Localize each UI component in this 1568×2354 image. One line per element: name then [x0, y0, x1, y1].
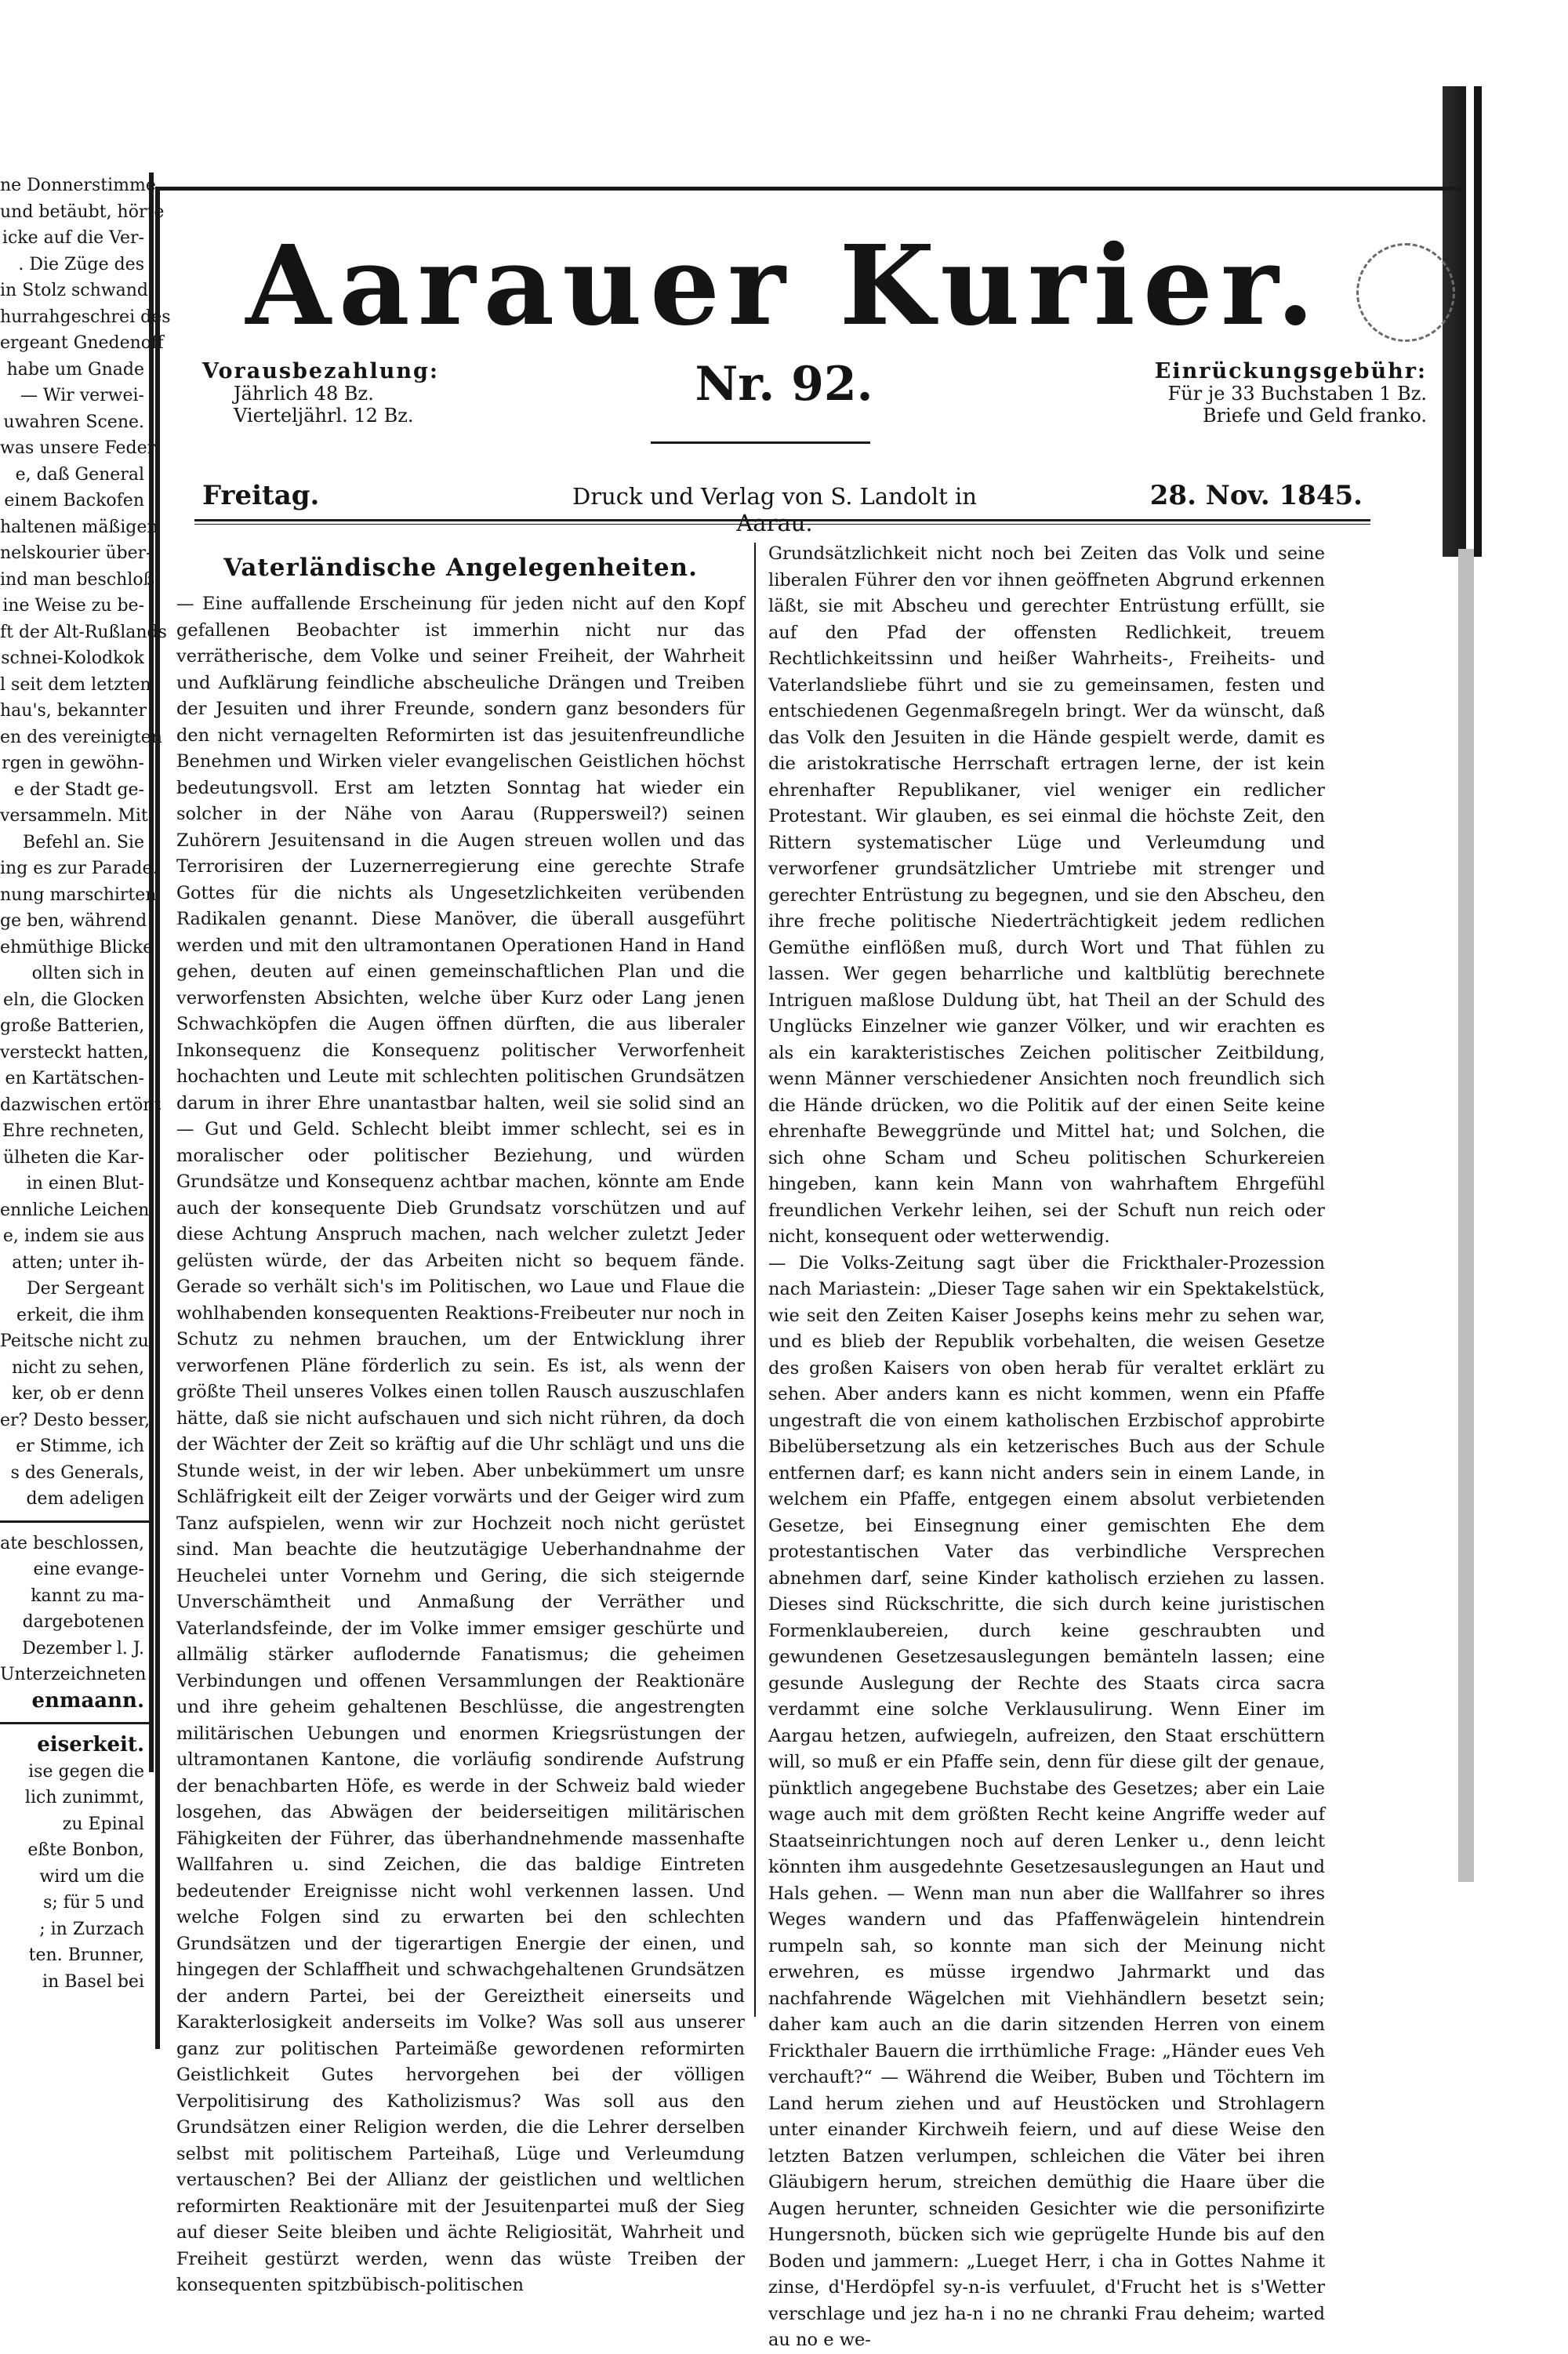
printer-imprint: Druck und Verlag von S. Landolt in Aarau.	[572, 483, 977, 536]
previous-page-line: rgen in gewöhn-	[2, 754, 144, 773]
previous-page-line: zu Epinal	[62, 1814, 144, 1834]
previous-page-line: e, daß General	[15, 464, 144, 485]
previous-page-line: ge ben, während	[0, 911, 147, 931]
subscription-box	[202, 361, 437, 427]
previous-page-line: icke auf die Ver-	[2, 228, 144, 248]
previous-page-line: ennliche Leichen	[0, 1200, 150, 1220]
previous-page-line: Unterzeichneten	[0, 1665, 147, 1684]
previous-page-line: nung marschirten	[0, 885, 157, 905]
previous-page-line: in Stolz schwand,	[0, 281, 154, 300]
previous-page-lines-after-heading	[0, 1759, 149, 1996]
previous-page-line: e, indem sie aus	[2, 1226, 144, 1246]
previous-page-line: habe um Gnade	[6, 359, 144, 380]
subscription-heading: Vorausbezahlung:	[202, 359, 439, 383]
previous-page-line: ind man beschloß,	[0, 569, 161, 590]
previous-page-line: dem adeligen	[26, 1489, 144, 1509]
section-title: Vaterländische Angelegenheiten.	[223, 554, 698, 582]
previous-page-line: s; für 5 und	[43, 1893, 144, 1913]
ad-fee-line: Für je 33 Buchstaben 1 Bz.	[1167, 383, 1427, 405]
dateline-rule	[194, 519, 1370, 525]
issue-number: Nr. 92.	[695, 357, 873, 412]
issue-rule	[651, 441, 870, 444]
previous-page-line: hau's, bekannter	[0, 701, 147, 721]
previous-page-line: lich zunimmt,	[24, 1788, 144, 1807]
ad-fee-box	[1082, 361, 1427, 427]
previous-page-lines	[0, 173, 171, 1513]
previous-page-line: einem Backofen	[4, 491, 144, 510]
column-divider	[754, 543, 756, 2017]
previous-page-line: schnei-Kolodkok	[1, 648, 144, 668]
previous-page-line: atten; unter ih-	[12, 1252, 144, 1273]
scan-margin-top	[0, 0, 1568, 86]
previous-page-line: Ehre rechneten,	[2, 1121, 144, 1141]
previous-page-line: nelskourier über-	[0, 543, 152, 563]
previous-page-line: was unsere Feder	[0, 438, 156, 458]
previous-page-line: . Die Züge des	[18, 254, 144, 274]
previous-page-lines-after-rule	[0, 1531, 149, 1688]
previous-page-line: s des Generals,	[10, 1462, 144, 1483]
previous-page-line: dazwischen ertönt	[0, 1095, 162, 1115]
previous-page-line: kannt zu ma-	[31, 1586, 144, 1606]
previous-page-line: l seit dem letzten	[0, 674, 151, 695]
previous-page-signature: enmaann.	[31, 1688, 144, 1713]
previous-page-line: er Stimme, ich	[16, 1437, 144, 1456]
previous-page-line: eln, die Glocken	[2, 990, 144, 1010]
article-column-right	[768, 541, 1325, 2350]
previous-page-line: ine Weise zu be-	[2, 596, 144, 616]
previous-page-line: ise gegen die	[28, 1761, 144, 1782]
ad-fee-line: Briefe und Geld franko.	[1203, 405, 1427, 427]
previous-page-line: er? Desto besser,	[0, 1410, 151, 1430]
article-paragraph: — Eine auffallende Erscheinung für jeden nicht auf den Kopf gefallenen Beobachter ist immerhin nicht nur das verrätherische, dem Volke und seiner Freiheit, der Wahrheit und Aufklärung feindliche abscheuliche Drängen und Treiben der Jesuiten und ihrer Freunde, sondern ganz besonders für den nicht vernagelten Reformirten ist das jesuitenfreundliche Benehmen und Wirken vieler evangelischen Geistlichen höchst bedeutungsvoll. Erst am letzten Sonntag hat wieder ein solcher in der Nähe von Aarau (Ruppersweil?) seinen Zuhörern Jesuitensand in die Augen streuen wollen und das Terrorisiren der Luzernerregierung eine gerechte Strafe Gottes für die nichts als Ungesetzlichkeiten verübenden Radikalen genannt. Diese Manöver, die überall ausgeführt werden und mit den ultramontanen Operationen Hand in Hand gehen, deuten auf einen gemeinschaftlichen Plan und die verworfensten Absichten, welche über Kurz oder Lang jenen Schwachköpfen die Augen öffnen dürften, die aus liberaler Inkonsequenz die Konsequenz politischer Verworfenheit hochachten und Leute mit schlechten politischen Grundsätzen darum in ihrer Ehre unantastbar halten, weil sie solid sind an — Gut und Geld. Schlecht bleibt immer schlecht, sei es in moralischer oder politischer Beziehung, und würden Grundsätze und Konsequenz achtbar machen, könnte am Ende auch der konsequente Dieb Grundsatz vorschützen und auf diese Achtung Anspruch machen, nach welcher zuletzt Jeder gelüsten würde, der das Arbeiten nicht so bequem fände. Gerade so verhält sich's im Politischen, wo Laue und Flaue die wohlhabenden konsequenten Reaktions-Freibeuter nur noch in Schutz zu nehmen brauchen, um der Entwicklung ihrer verworfenen Pläne förderlich zu sein. Es ist, als wenn der größte Theil unseres Volkes einen tollen Rausch auszuschlafen hätte, daß sie nicht aufschauen und sich nicht rühren, da doch der Wächter der Zeit so kräftig auf die Uhr schlägt und uns die Stunde weist, in der wir leben. Aber unbekümmert um unsre Schläfrigkeit eilt der Zeiger vorwärts und der Geiger wird zum Tanz aufspielen, wenn wir zur Hochzeit noch nicht gerüstet sind. Man beachte die heutzutägige Ueberhandnahme der Heuchelei unter Vornehm und Gering, die sich steigernde Unverschämtheit und Anmaßung der Verräther und Vaterlandsfeinde, der im Volke immer emsiger geschürte und allmälig stärker auflodernde Fanatismus; die geheimen Verbindungen und offenen Versammlungen der Reaktionäre und ihre geheim gehaltenen Beschlüsse, die angestrengten militärischen Uebungen und enormen Kriegsrüstungen der ultramontanen Kantone, die vorläufig sondirende Aufstrung der benachbarten Höfe, es werde in der Schweiz bald wieder losgehen, das Abwägen der beiderseitigen militärischen Fähigkeiten der Führer, das überhandnehmende massenhafte Wallfahren u. sind Zeichen, die das baldige Eintreten bedeutender Ereignisse nicht wohl verkennen lassen. Und welche Folgen sind zu erwarten bei den schlechten Grundsätzen und der tigerartigen Energie der einen, und hingegen der Schlaffheit und schwachgehaltenen Grundsätzen der andern Partei, bei der Gereiztheit einerseits und Karakterlosigkeit anderseits im Volke? Was soll aus unserer ganz zur politischen Parteimäße gewordenen reformirten Geistlichkeit Gutes hervorgehen bei der völligen Verpolitisirung des Katholizismus? Was soll aus den Grundsätzen einer Religion werden, die die Lehrer derselben selbst mit politischem Parteihaß, Lüge und Verleumdung vertauschen? Bei der Allianz der geistlichen und weltlichen reformirten Reaktionäre mit der Jesuitenpartei muß der Sieg auf dieser Seite bleiben und ächte Religiosität, Wahrheit und Freiheit gestürzt werden, wenn das wüste Treiben der konsequenten spitzbübisch-politischen	[176, 594, 745, 2295]
previous-page-line: ergeant Gnedenoff	[0, 333, 164, 353]
previous-page-rule	[0, 1520, 149, 1523]
ad-fee-heading: Einrückungsgebühr:	[1154, 359, 1427, 383]
previous-page-line: e der Stadt ge-	[13, 779, 144, 800]
previous-page-line: versammeln. Mit	[0, 806, 148, 826]
previous-page-line: Der Sergeant	[26, 1279, 144, 1299]
previous-page-line: ate beschlossen,	[0, 1533, 144, 1553]
subscription-line: Vierteljährl. 12 Bz.	[234, 405, 414, 427]
previous-page-line: uwahren Scene.	[3, 412, 144, 432]
previous-page-line: haltenen mäßigen	[0, 517, 158, 537]
previous-page-line: eine evange-	[33, 1560, 144, 1579]
previous-page-line: eßte Bonbon,	[27, 1840, 144, 1860]
previous-page-line: in Basel bei	[42, 1971, 144, 1992]
previous-page-line: hurrahgeschrei des	[0, 307, 171, 327]
previous-page-fragment	[0, 173, 171, 1992]
previous-page-line: in einen Blut-	[26, 1174, 144, 1193]
previous-page-line: en Kartätschen-	[5, 1069, 144, 1088]
issue-date: 28. Nov. 1845.	[1149, 480, 1363, 511]
previous-page-line: Befehl an. Sie	[23, 832, 144, 852]
previous-page-line: ollten sich in	[31, 964, 144, 983]
previous-page-line: Peitsche nicht zu	[0, 1331, 149, 1351]
previous-page-line: nicht zu sehen,	[12, 1357, 144, 1378]
previous-page-heading: eiserkeit.	[37, 1733, 144, 1756]
weekday: Freitag.	[202, 480, 320, 511]
article-paragraph: — Die Volks-Zeitung sagt über die Frickthaler-Prozession nach Mariastein: „Dieser Tage sahen wir ein Spektakelstück, wie seit den Zeiten Kaiser Josephs keins mehr zu sehen war, und es blieb der Republik vorbehalten, die weisen Gesetze des großen Kaisers von oben herab für veraltet erklärt zu sehen. Aber anders kann es nicht kommen, wenn ein Pfaffe ungestraft die von einem katholischen Erzbischof approbirte Bibelübersetzung als ein ketzerisches Buch aus der Schule entfernen darf; es kann nicht anders sein in einem Lande, in welchem ein Pfaffe, entgegen einem absolut verbietenden Gesetze, bei Einsegnung einer gemischten Ehe dem protestantischen Vater das verbindliche Versprechen abnehmen darf, seine Kinder katholisch erziehen zu lassen. Dieses sind Rückschritte, die sich durch keine juristischen Formenklaubereien, durch keine geschraubten und gewundenen Gesetzesauslegungen bemänteln lassen; eine gesunde Auslegung der Rechte des Staats circa sacra verdammt eine solche Verklausulirung. Wenn Einer im Aargau hetzen, aufwiegeln, aufreizen, den Staat erschüttern will, so muß er ein Pfaffe sein, denn für diese gilt der genaue, pünktlich angegebene Buchstabe des Gesetzes; aber ein Laie wage auch mit dem größten Recht keine Angriffe weder auf Staatseinrichtungen noch auf deren Lenker u., denn leicht könnten ihm ausgedehnte Gesetzesauslegungen an Haut und Hals gehen. — Wenn man nun aber die Wallfahrer so ihres Weges wandern und das Pfaffenwägelein hintendrein rumpeln sah, so konnte man sich der Meinung nicht erwehren, es müsse irgendwo Jahrmarkt und das nachfahrende Wägelchen mit Viehhändlern besetzt sein; daher kam auch an die darin sitzenden Herren von einem Frickthaler Bauern die irrthümliche Frage: „Händer eues Veh verchauft?“ — Während die Weiber, Buben und Töchtern im Land herum ziehen und auf Heustöcken und Strohlagern unter einander Kirchweih feiern, und auf diese Weise den letzten Batzen verlumpen, schleichen die Väter bei ihren Gläubigern herum, streichen demüthig die Haare über die Augen herunter, schneiden Gesichter wie die personifizirte Hungersnoth, bücken sich wie geprügelte Hunde bis auf den Boden und jammern: „Lueget Herr, i cha in Gottes Nahme it zinse, d'Herdöpfel sy-n-is verfuulet, d'Frucht het is s'Wetter verschlage und jez ha-n i no ne chranki Frau deheim; warted au no e we-	[768, 1252, 1325, 2350]
previous-page-line: dargebotenen	[22, 1612, 144, 1632]
dateline	[202, 480, 1363, 536]
previous-page-line: ten. Brunner,	[28, 1945, 144, 1965]
previous-page-line: ; in Zurzach	[39, 1919, 144, 1939]
previous-page-line: wird um die	[39, 1866, 144, 1887]
previous-page-line: ülheten die Kar-	[2, 1147, 144, 1168]
library-stamp	[1356, 243, 1455, 342]
previous-page-line: erkeit, die ihm	[16, 1305, 144, 1325]
subscription-line: Jährlich 48 Bz.	[234, 383, 374, 405]
previous-page-line: ehmüthige Blicke	[0, 937, 154, 957]
article-paragraph: Grundsätzlichkeit nicht noch bei Zeiten das Volk und seine liberalen Führer den vor ihnen geöffneten Abgrund erkennen läßt, sie mit Abscheu und gerechter Entrüstung erfüllt, sie auf den Pfad der offensten Redlichkeit, treuem Rechtlichkeitssinn und heißer Wahrheits-, Freiheits- und Vaterlandsliebe führt und sie zu gemeinsamen, festen und entschiedenen Gegenmaßregeln bringt. Wer da wünscht, daß das Volk den Jesuiten in die Hände gespielt werde, damit es die aristokratische Herrschaft ertragen lerne, der ist kein ehrenhafter Republikaner, viel weniger ein redlicher Protestant. Wir glauben, es sei einmal die höchste Zeit, den Rittern systematischer Lüge und Verleumdung und verworfener grundsätzlicher Umtriebe mit strenger und gerechter Entrüstung zu begegnen, und sie den Abscheu, den ihre freche politische Niederträchtigkeit jedem redlichen Gemüthe einflößen muß, durch Wort und That fühlen zu lassen. Wer gegen beharrliche und kaltblütig berechnete Intriguen maßlose Duldung übt, hat Theil an der Schuld des Unglücks Einzelner wie ganzer Völker, und wir erachten es als ein karakteristisches Zeichen politischer Zeitbildung, wenn Männer verschiedener Ansichten noch freundlich sich die Hände drücken, wo die Politik auf der einen Seite keine ehrenhafte Beweggründe und Mittel hat; und Solchen, die sich ohne Scham und Scheu politischen Schurkereien hingeben, kann kein Mann von wahrhaftem Ehrgefühl freundlichen Verkehr leihen, sei der Schuft nun reich oder nicht, konsequent oder wetterwendig.	[768, 543, 1325, 1247]
previous-page-rule-2	[0, 1722, 149, 1724]
previous-page-line: — Wir verwei-	[20, 386, 144, 405]
newspaper-title: Aarauer Kurier.	[245, 222, 1323, 351]
previous-page-line: ft der Alt-Rußlands	[0, 622, 167, 642]
previous-page-line: versteckt hatten,	[0, 1042, 149, 1063]
previous-page-line: ing es zur Parade.	[0, 859, 158, 878]
previous-page-line: Dezember l. J.	[22, 1638, 144, 1658]
previous-page-line: en des vereinigten	[0, 727, 162, 747]
previous-page-line: große Batterien,	[0, 1016, 145, 1036]
previous-page-line: und betäubt, hörte	[0, 202, 165, 222]
article-column-left	[176, 541, 745, 2295]
previous-page-line: ne Donnerstimme	[0, 176, 156, 195]
previous-page-line: ker, ob er denn	[12, 1384, 144, 1404]
